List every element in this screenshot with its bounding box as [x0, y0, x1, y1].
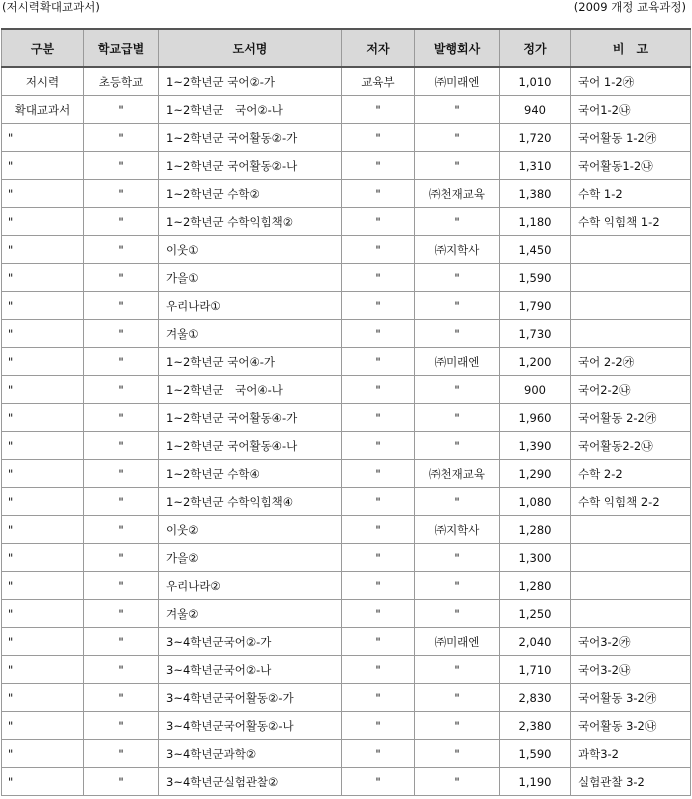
category-cell: " [2, 628, 84, 656]
publisher-cell: ㈜천재교육 [415, 180, 500, 208]
price-cell: 1,200 [500, 348, 571, 376]
author-cell: " [342, 740, 415, 768]
author-cell: " [342, 572, 415, 600]
price-cell: 2,040 [500, 628, 571, 656]
note-cell: 국어 2-2㉮ [571, 348, 691, 376]
publisher-cell: " [415, 208, 500, 236]
note-cell: 국어2-2㉯ [571, 376, 691, 404]
school-level-cell: " [84, 292, 159, 320]
note-cell [571, 292, 691, 320]
category-cell: " [2, 152, 84, 180]
category-cell: " [2, 740, 84, 768]
author-cell: 교육부 [342, 67, 415, 96]
price-cell: 1,730 [500, 320, 571, 348]
header-publisher: 발행회사 [415, 29, 500, 67]
publisher-cell: " [415, 96, 500, 124]
textbook-price-table [1, 28, 691, 796]
school-level-cell: " [84, 348, 159, 376]
header-category: 구분 [2, 29, 84, 67]
note-cell: 수학 1-2 [571, 180, 691, 208]
note-cell: 국어3-2㉮ [571, 628, 691, 656]
table-row [2, 432, 691, 460]
school-level-cell: " [84, 768, 159, 796]
author-cell: " [342, 684, 415, 712]
school-level-cell: " [84, 572, 159, 600]
publisher-cell: " [415, 124, 500, 152]
table-row [2, 516, 691, 544]
school-level-cell: " [84, 628, 159, 656]
note-cell: 수학 익힘책 1-2 [571, 208, 691, 236]
note-cell: 국어 1-2㉮ [571, 67, 691, 96]
publisher-cell: " [415, 320, 500, 348]
category-cell: " [2, 292, 84, 320]
price-cell: 1,190 [500, 768, 571, 796]
price-cell: 1,960 [500, 404, 571, 432]
author-cell: " [342, 376, 415, 404]
price-cell: 1,180 [500, 208, 571, 236]
publisher-cell: " [415, 684, 500, 712]
price-cell: 1,250 [500, 600, 571, 628]
price-cell: 1,720 [500, 124, 571, 152]
note-cell [571, 600, 691, 628]
category-cell: " [2, 572, 84, 600]
author-cell: " [342, 236, 415, 264]
price-cell: 1,450 [500, 236, 571, 264]
note-cell: 수학 2-2 [571, 460, 691, 488]
school-level-cell: " [84, 656, 159, 684]
category-cell: " [2, 432, 84, 460]
table-row [2, 180, 691, 208]
category-cell: 저시력 [2, 67, 84, 96]
note-cell [571, 264, 691, 292]
publisher-cell: " [415, 488, 500, 516]
category-cell: " [2, 488, 84, 516]
note-cell: 국어활동 1-2㉮ [571, 124, 691, 152]
table-row [2, 292, 691, 320]
school-level-cell: " [84, 404, 159, 432]
table-row [2, 488, 691, 516]
book-title-cell: 3~4학년군국어활동②-가 [159, 684, 342, 712]
publisher-cell: " [415, 768, 500, 796]
table-row [2, 96, 691, 124]
book-title-cell: 1~2학년군 국어활동④-나 [159, 432, 342, 460]
author-cell: " [342, 712, 415, 740]
book-title-cell: 1~2학년군 국어④-가 [159, 348, 342, 376]
table-body [2, 67, 691, 796]
publisher-cell: ㈜미래엔 [415, 67, 500, 96]
publisher-cell: ㈜지학사 [415, 236, 500, 264]
publisher-cell: " [415, 740, 500, 768]
table-row [2, 628, 691, 656]
table-row [2, 124, 691, 152]
note-cell: 국어3-2㉯ [571, 656, 691, 684]
table-row [2, 684, 691, 712]
book-title-cell: 1~2학년군 수학④ [159, 460, 342, 488]
school-level-cell: " [84, 432, 159, 460]
book-title-cell: 3~4학년군실험관찰② [159, 768, 342, 796]
publisher-cell: ㈜천재교육 [415, 460, 500, 488]
table-row [2, 404, 691, 432]
price-cell: 1,300 [500, 544, 571, 572]
school-level-cell: " [84, 740, 159, 768]
book-title-cell: 1~2학년군 국어활동②-가 [159, 124, 342, 152]
author-cell: " [342, 432, 415, 460]
author-cell: " [342, 292, 415, 320]
price-cell: 1,280 [500, 572, 571, 600]
price-cell: 1,010 [500, 67, 571, 96]
school-level-cell: " [84, 516, 159, 544]
table-row [2, 376, 691, 404]
note-cell: 국어1-2㉯ [571, 96, 691, 124]
book-title-cell: 이웃② [159, 516, 342, 544]
category-cell: " [2, 404, 84, 432]
note-cell: 과학3-2 [571, 740, 691, 768]
publisher-cell: ㈜미래엔 [415, 628, 500, 656]
book-title-cell: 1~2학년군 국어활동②-나 [159, 152, 342, 180]
table-row [2, 67, 691, 96]
table-row [2, 600, 691, 628]
table-row [2, 208, 691, 236]
publisher-cell: " [415, 712, 500, 740]
book-title-cell: 1~2학년군 수학② [159, 180, 342, 208]
caption-right: (2009 개정 교육과정) [573, 0, 686, 14]
price-cell: 1,080 [500, 488, 571, 516]
price-cell: 1,590 [500, 264, 571, 292]
price-cell: 1,590 [500, 740, 571, 768]
price-cell: 1,710 [500, 656, 571, 684]
note-cell: 국어활동1-2㉯ [571, 152, 691, 180]
book-title-cell: 1~2학년군 국어②-가 [159, 67, 342, 96]
author-cell: " [342, 516, 415, 544]
category-cell: " [2, 712, 84, 740]
author-cell: " [342, 96, 415, 124]
price-cell: 900 [500, 376, 571, 404]
header-row [2, 29, 691, 67]
category-cell: " [2, 460, 84, 488]
publisher-cell: " [415, 292, 500, 320]
book-title-cell: 가을② [159, 544, 342, 572]
price-cell: 1,390 [500, 432, 571, 460]
author-cell: " [342, 152, 415, 180]
price-cell: 1,380 [500, 180, 571, 208]
publisher-cell: " [415, 572, 500, 600]
price-cell: 1,790 [500, 292, 571, 320]
book-title-cell: 1~2학년군 수학익힘책④ [159, 488, 342, 516]
author-cell: " [342, 404, 415, 432]
school-level-cell: " [84, 600, 159, 628]
price-cell: 1,290 [500, 460, 571, 488]
category-cell: " [2, 320, 84, 348]
price-cell: 1,310 [500, 152, 571, 180]
school-level-cell: " [84, 180, 159, 208]
category-cell: " [2, 208, 84, 236]
author-cell: " [342, 180, 415, 208]
category-cell: " [2, 180, 84, 208]
publisher-cell: " [415, 404, 500, 432]
note-cell: 국어활동2-2㉯ [571, 432, 691, 460]
book-title-cell: 3~4학년군국어②-나 [159, 656, 342, 684]
table-row [2, 768, 691, 796]
publisher-cell: ㈜지학사 [415, 516, 500, 544]
book-title-cell: 3~4학년군과학② [159, 740, 342, 768]
book-title-cell: 우리나라② [159, 572, 342, 600]
book-title-cell: 1~2학년군 국어②-나 [159, 96, 342, 124]
book-title-cell: 3~4학년군국어②-가 [159, 628, 342, 656]
author-cell: " [342, 208, 415, 236]
table-row [2, 460, 691, 488]
note-cell: 국어활동 3-2㉮ [571, 684, 691, 712]
book-title-cell: 겨울① [159, 320, 342, 348]
book-title-cell: 가을① [159, 264, 342, 292]
header-note: 비 고 [571, 29, 691, 67]
table-row [2, 656, 691, 684]
category-cell: " [2, 600, 84, 628]
table-row [2, 572, 691, 600]
author-cell: " [342, 628, 415, 656]
price-cell: 940 [500, 96, 571, 124]
publisher-cell: " [415, 656, 500, 684]
table-row [2, 740, 691, 768]
note-cell [571, 572, 691, 600]
book-title-cell: 겨울② [159, 600, 342, 628]
table-row [2, 320, 691, 348]
note-cell: 국어활동 2-2㉮ [571, 404, 691, 432]
school-level-cell: " [84, 460, 159, 488]
note-cell: 수학 익힘책 2-2 [571, 488, 691, 516]
table-row [2, 264, 691, 292]
header-price: 정가 [500, 29, 571, 67]
school-level-cell: " [84, 488, 159, 516]
category-cell: " [2, 236, 84, 264]
publisher-cell: " [415, 544, 500, 572]
author-cell: " [342, 488, 415, 516]
book-title-cell: 1~2학년군 국어④-나 [159, 376, 342, 404]
publisher-cell: " [415, 432, 500, 460]
category-cell: " [2, 264, 84, 292]
school-level-cell: " [84, 712, 159, 740]
school-level-cell: " [84, 152, 159, 180]
author-cell: " [342, 348, 415, 376]
table-row [2, 236, 691, 264]
category-cell: 확대교과서 [2, 96, 84, 124]
author-cell: " [342, 124, 415, 152]
book-title-cell: 1~2학년군 국어활동④-가 [159, 404, 342, 432]
publisher-cell: " [415, 152, 500, 180]
note-cell: 국어활동 3-2㉯ [571, 712, 691, 740]
note-cell [571, 516, 691, 544]
header-book-title: 도서명 [159, 29, 342, 67]
table-row [2, 712, 691, 740]
school-level-cell: " [84, 124, 159, 152]
price-cell: 1,280 [500, 516, 571, 544]
school-level-cell: " [84, 320, 159, 348]
category-cell: " [2, 656, 84, 684]
school-level-cell: " [84, 208, 159, 236]
author-cell: " [342, 264, 415, 292]
category-cell: " [2, 348, 84, 376]
publisher-cell: " [415, 600, 500, 628]
author-cell: " [342, 320, 415, 348]
author-cell: " [342, 600, 415, 628]
book-title-cell: 이웃① [159, 236, 342, 264]
publisher-cell: ㈜미래엔 [415, 348, 500, 376]
publisher-cell: " [415, 264, 500, 292]
book-title-cell: 우리나라① [159, 292, 342, 320]
school-level-cell: " [84, 264, 159, 292]
table-row [2, 544, 691, 572]
category-cell: " [2, 768, 84, 796]
school-level-cell: " [84, 684, 159, 712]
publisher-cell: " [415, 376, 500, 404]
book-title-cell: 3~4학년군국어활동②-나 [159, 712, 342, 740]
author-cell: " [342, 656, 415, 684]
note-cell [571, 320, 691, 348]
note-cell: 실험관찰 3-2 [571, 768, 691, 796]
school-level-cell: " [84, 236, 159, 264]
note-cell [571, 236, 691, 264]
category-cell: " [2, 544, 84, 572]
author-cell: " [342, 768, 415, 796]
header-school-level: 학교급별 [84, 29, 159, 67]
author-cell: " [342, 460, 415, 488]
book-title-cell: 1~2학년군 수학익힘책② [159, 208, 342, 236]
school-level-cell: " [84, 544, 159, 572]
price-cell: 2,380 [500, 712, 571, 740]
price-cell: 2,830 [500, 684, 571, 712]
author-cell: " [342, 544, 415, 572]
category-cell: " [2, 124, 84, 152]
school-level-cell: " [84, 376, 159, 404]
category-cell: " [2, 376, 84, 404]
school-level-cell: 초등학교 [84, 67, 159, 96]
note-cell [571, 544, 691, 572]
table-row [2, 348, 691, 376]
category-cell: " [2, 516, 84, 544]
table-row [2, 152, 691, 180]
header-author: 저자 [342, 29, 415, 67]
school-level-cell: " [84, 96, 159, 124]
caption-left: (저시력확대교과서) [2, 0, 100, 14]
category-cell: " [2, 684, 84, 712]
